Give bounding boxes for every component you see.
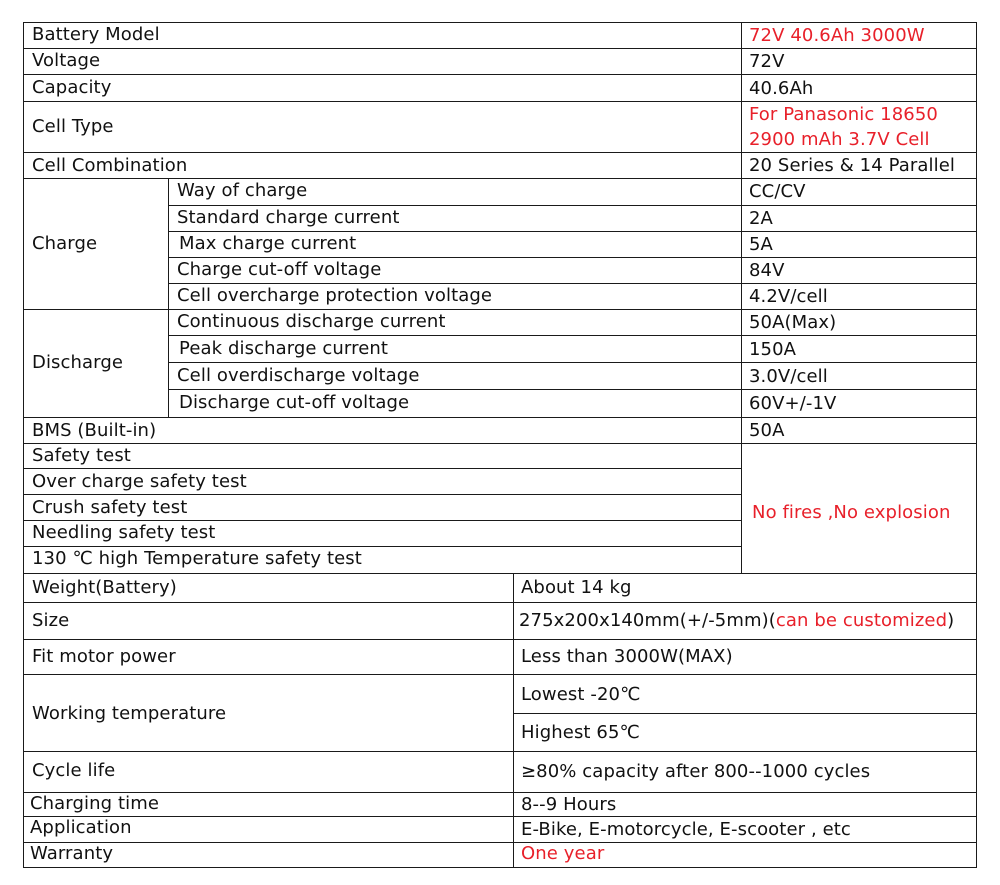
safety-test-item: Over charge safety test — [32, 471, 247, 492]
application-label: Application — [30, 817, 132, 838]
capacity-label: Capacity — [32, 77, 112, 98]
safety-test-item: Needling safety test — [32, 522, 216, 543]
size-dimensions: 275x200x140mm(+/-5mm)( — [519, 610, 776, 631]
working-temp-highest: Highest 65℃ — [521, 722, 640, 743]
safety-result: No fires ,No explosion — [752, 502, 951, 523]
discharge-row-label: Peak discharge current — [179, 338, 389, 359]
bms-label: BMS (Built-in) — [32, 420, 157, 441]
working-temp-label: Working temperature — [32, 703, 227, 724]
safety-test-item: 130 ℃ high Temperature safety test — [32, 548, 362, 569]
cell-type-value-line2: 2900 mAh 3.7V Cell — [749, 129, 930, 150]
cell-combination-value: 20 Series & 14 Parallel — [749, 155, 955, 176]
cropped-heading-remnant — [30, 0, 710, 3]
safety-test-item: Safety test — [32, 445, 131, 466]
bms-value: 50A — [749, 420, 785, 441]
battery-model-label: Battery Model — [32, 24, 160, 45]
charge-row-value: CC/CV — [749, 181, 806, 202]
charging-time-value: 8--9 Hours — [521, 794, 617, 815]
size-value — [519, 610, 954, 632]
motor-power-label: Fit motor power — [32, 646, 176, 667]
cell-combination-label: Cell Combination — [32, 155, 188, 176]
discharge-row-value: 150A — [749, 339, 797, 360]
motor-power-value: Less than 3000W(MAX) — [521, 646, 733, 667]
weight-label: Weight(Battery) — [32, 577, 177, 598]
charge-row-value: 4.2V/cell — [749, 286, 828, 307]
discharge-row-label: Continuous discharge current — [177, 311, 446, 332]
voltage-label: Voltage — [32, 50, 101, 71]
discharge-row-value: 50A(Max) — [749, 312, 837, 333]
voltage-value: 72V — [749, 51, 785, 72]
size-customize-note: can be customized — [775, 610, 948, 631]
cycle-life-label: Cycle life — [32, 760, 116, 781]
charge-row-label: Standard charge current — [177, 207, 400, 228]
charge-group-label: Charge — [32, 233, 98, 254]
charge-row-label: Max charge current — [179, 233, 357, 254]
cell-type-label: Cell Type — [32, 116, 114, 137]
charge-row-label: Cell overcharge protection voltage — [177, 285, 493, 306]
discharge-row-value: 3.0V/cell — [749, 366, 828, 387]
charge-row-value: 84V — [749, 260, 785, 281]
charge-row-value: 2A — [749, 208, 773, 229]
capacity-value: 40.6Ah — [749, 78, 814, 99]
charge-row-label: Way of charge — [177, 180, 308, 201]
charge-row-label: Charge cut-off voltage — [177, 259, 382, 280]
charging-time-label: Charging time — [30, 793, 160, 814]
weight-value: About 14 kg — [521, 577, 632, 598]
cycle-life-value: ≥80% capacity after 800--1000 cycles — [521, 761, 871, 782]
discharge-row-label: Cell overdischarge voltage — [177, 365, 420, 386]
charge-row-value: 5A — [749, 234, 773, 255]
size-label: Size — [32, 610, 70, 631]
warranty-value: One year — [521, 843, 605, 864]
discharge-group-label: Discharge — [32, 352, 124, 373]
discharge-row-value: 60V+/-1V — [749, 393, 837, 414]
safety-test-item: Crush safety test — [32, 497, 188, 518]
discharge-row-label: Discharge cut-off voltage — [179, 392, 410, 413]
application-value: E-Bike, E-motorcycle, E-scooter , etc — [521, 819, 851, 840]
warranty-label: Warranty — [30, 843, 114, 864]
size-close-paren: ) — [947, 610, 955, 631]
battery-model-value: 72V 40.6Ah 3000W — [749, 25, 925, 46]
cell-type-value-line1: For Panasonic 18650 — [749, 104, 938, 125]
working-temp-lowest: Lowest -20℃ — [521, 684, 641, 705]
